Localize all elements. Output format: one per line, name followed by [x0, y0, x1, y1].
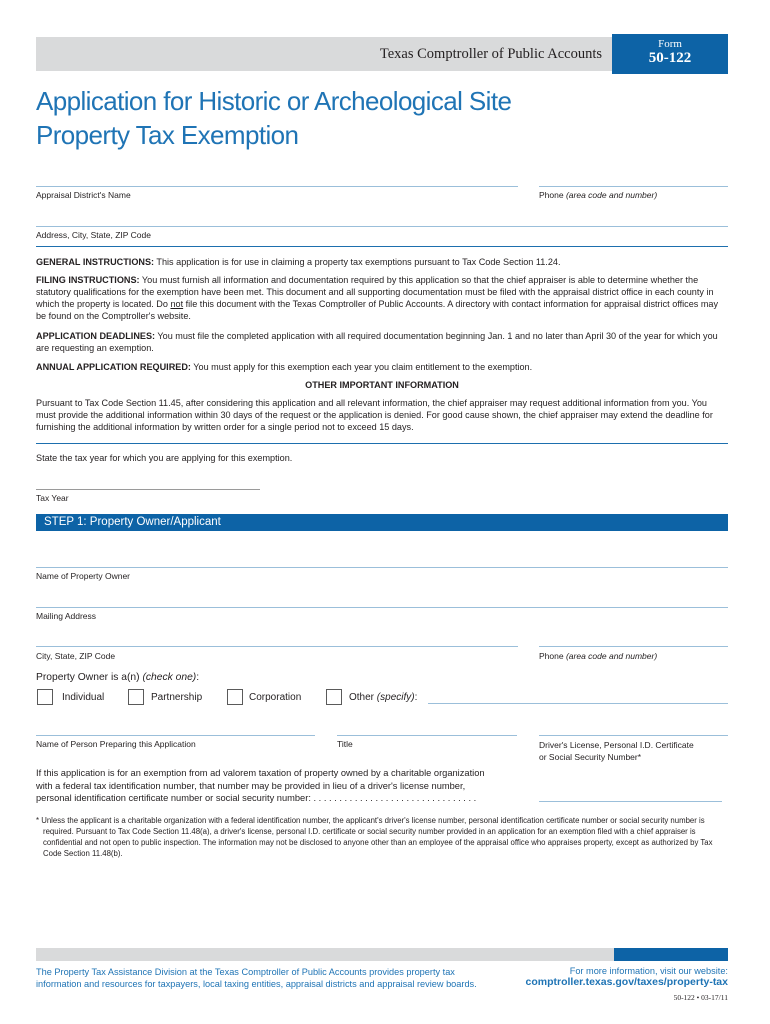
filing-instructions: FILING INSTRUCTIONS: You must furnish all information and documentation required by this application so that the chief appraiser is able to determine whether the statutory qualifications for the exemption have been met. This document and all supporting documentation must be filed with the appraisal district office in each county in which the property is located. Do not file this document with the Texas Comptroller of Public Accounts. A directory with contact information for appraisal district offices may be found on the Comptroller's website. [36, 275, 719, 321]
page-title [36, 84, 511, 152]
preparer-name-field[interactable] [36, 735, 315, 736]
footer-bar [36, 948, 614, 961]
tax-year-label: Tax Year [36, 493, 69, 503]
other-important-heading: OTHER IMPORTANT INFORMATION [305, 380, 459, 390]
district-phone-label: Phone (area code and number) [539, 190, 658, 200]
owner-name-label: Name of Property Owner [36, 571, 131, 581]
mailing-address-label: Mailing Address [36, 611, 97, 621]
general-instructions: GENERAL INSTRUCTIONS: This application is for use in claiming a property tax exemptions pursuant to Tax Code Section 11.24. [36, 257, 561, 267]
divider [36, 443, 728, 444]
district-address-field[interactable] [36, 226, 728, 227]
other-important-text: Pursuant to Tax Code Section 11.45, after considering this application and all relevant information, the chief appraiser may request additional information from you. You must provide the additional information within 30 days of the request or the application is denied. For good cause shown, the chief appraiser may extend the deadline for furnishing the additional information by written order for a single period not to exceed 15 days. [36, 398, 713, 432]
tax-year-field[interactable] [36, 489, 260, 490]
id-number-field[interactable] [539, 735, 728, 736]
other-checkbox[interactable] [326, 689, 342, 705]
form-revision-code: 50-122 • 03-17/11 [673, 993, 728, 1002]
preparer-title-label: Title [337, 739, 353, 749]
other-label: Other (specify): [349, 692, 418, 703]
partnership-checkbox[interactable] [128, 689, 144, 705]
owner-name-field[interactable] [36, 567, 728, 568]
partnership-label: Partnership [151, 692, 203, 703]
website-link[interactable]: comptroller.texas.gov/taxes/property-tax [525, 976, 728, 988]
footer-description: The Property Tax Assistance Division at the Texas Comptroller of Public Accounts provides property tax information and resources for taxpayers, local taxing entities, appraisal districts and appraisal review boards. [36, 967, 477, 989]
footer-website: For more information, visit our website: comptroller.texas.gov/taxes/property-tax [525, 966, 728, 988]
title-line-2: Property Tax Exemption [36, 120, 299, 150]
form-label: Form [658, 38, 682, 50]
charity-note: If this application is for an exemption from ad valorem taxation of property owned by a charitable organization with a federal tax identification number, that number may be provided in lieu of a driver's license number, personal identification certificate number or social security number: . . . . . . . . . . . . . . . . . . . . . . . . . . . . . . . . [36, 768, 485, 803]
agency-name: Texas Comptroller of Public Accounts [379, 46, 602, 62]
title-line-1: Application for Historic or Archeological Site [36, 86, 512, 116]
city-state-zip-label: City, State, ZIP Code [36, 651, 116, 661]
form-number-box [612, 34, 728, 74]
individual-label: Individual [62, 692, 105, 703]
application-deadlines: APPLICATION DEADLINES: You must file the completed application with all required documentation beginning Jan. 1 and no later than April 30 of the year for which you are requesting an exemption. [36, 331, 718, 353]
preparer-title-field[interactable] [337, 735, 517, 736]
individual-checkbox[interactable] [37, 689, 53, 705]
footnote: * Unless the applicant is a charitable organization with a federal identification number, the applicant's driver's license number, personal identification certificate number or social security number is required. Pursuant to Tax Code Section 11.48(a), a driver's license, personal I.D. certificate or social security number provided in an application for an exemption filed with a chief appraiser is confidential and not open to public inspection. The information may not be disclosed to anyone other than an employee of the appraisal office who appraises property, except as authorized by Tax Code Section 11.48(b). [36, 816, 713, 858]
corporation-label: Corporation [249, 692, 302, 703]
tax-year-prompt: State the tax year for which you are applying for this exemption. [36, 453, 293, 463]
appraisal-district-name-label: Appraisal District's Name [36, 190, 131, 200]
district-phone-field[interactable] [539, 186, 728, 187]
annual-application: ANNUAL APPLICATION REQUIRED: You must apply for this exemption each year you claim entitlement to the exemption. [36, 362, 533, 372]
form-number: 50-122 [648, 50, 692, 66]
mailing-address-field[interactable] [36, 607, 728, 608]
charity-tax-id-field[interactable] [539, 801, 722, 802]
city-state-zip-field[interactable] [36, 646, 518, 647]
other-specify-field[interactable] [428, 703, 728, 704]
divider [36, 246, 728, 247]
owner-phone-label: Phone (area code and number) [539, 651, 658, 661]
owner-phone-field[interactable] [539, 646, 728, 647]
step-1-header: STEP 1: Property Owner/Applicant [36, 514, 728, 531]
district-address-label: Address, City, State, ZIP Code [36, 230, 151, 240]
appraisal-district-name-field[interactable] [36, 186, 518, 187]
corporation-checkbox[interactable] [227, 689, 243, 705]
preparer-name-label: Name of Person Preparing this Application [36, 739, 196, 749]
owner-type-prompt: Property Owner is a(n) (check one): [36, 672, 200, 683]
footer-accent [614, 948, 728, 961]
id-number-label: Driver's License, Personal I.D. Certificate or Social Security Number* [539, 740, 694, 762]
